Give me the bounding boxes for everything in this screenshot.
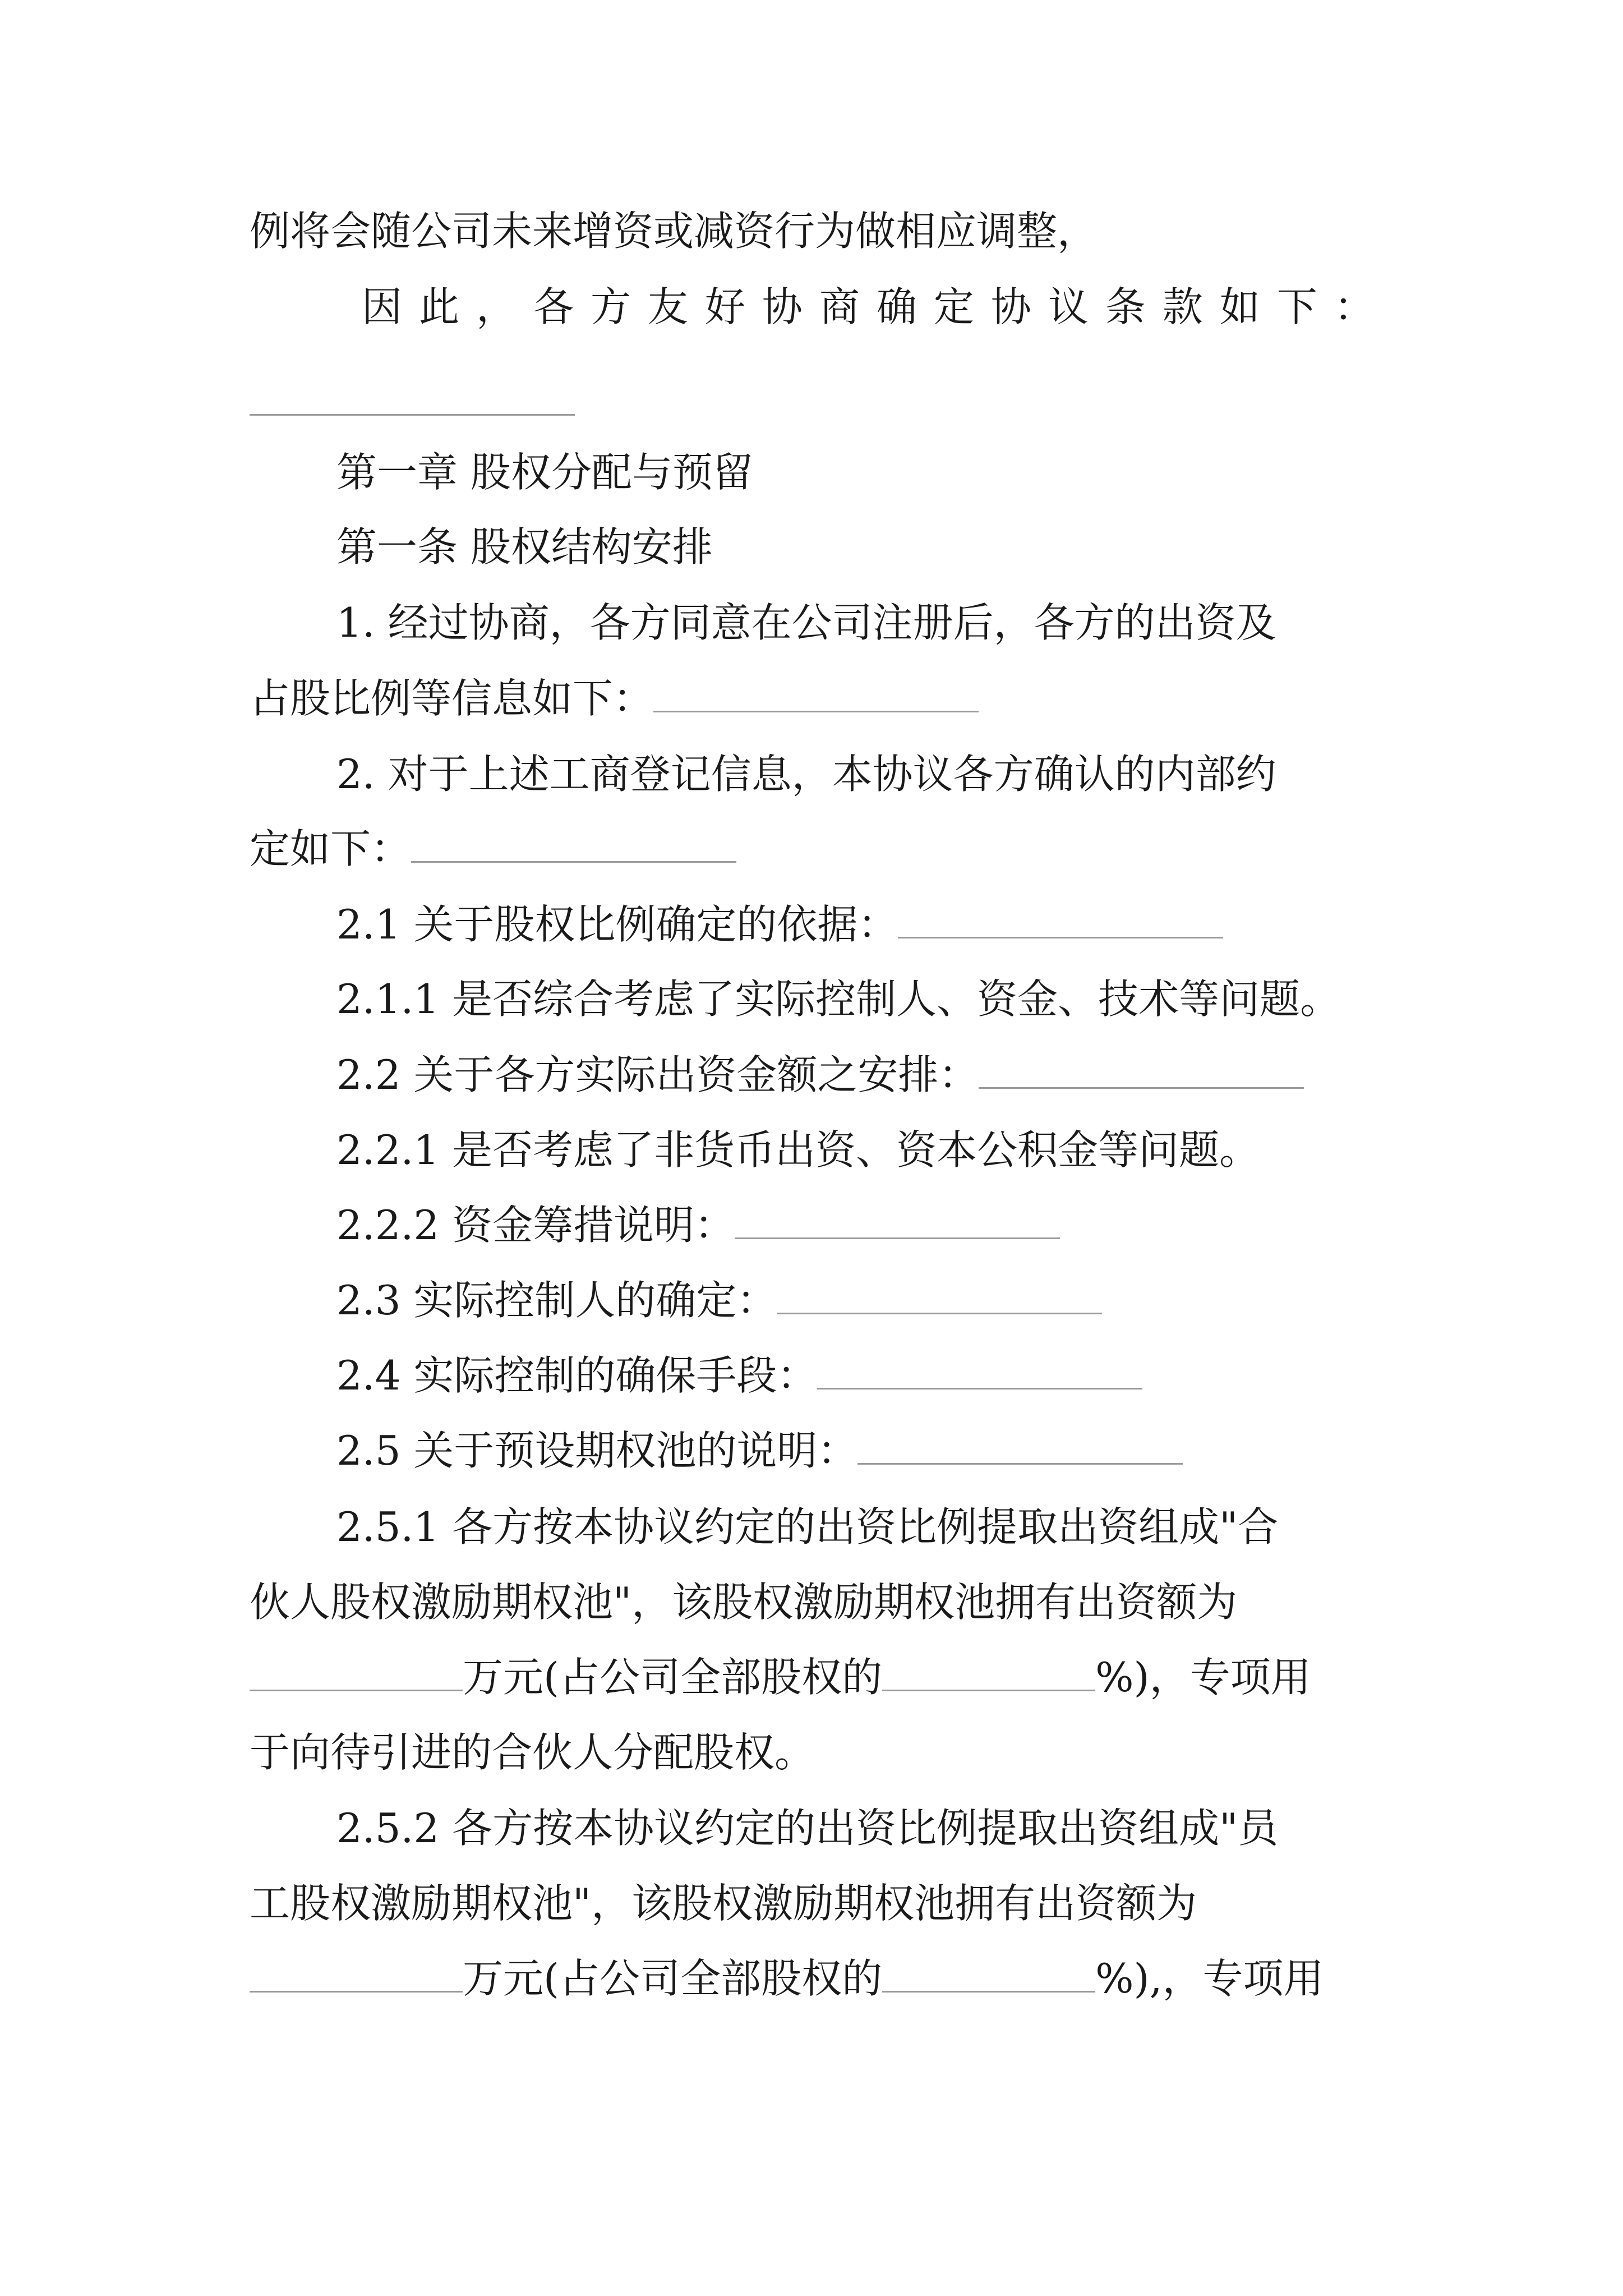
paragraph-1-line-2: 占股比例等信息如下：	[250, 670, 979, 726]
clause-2-5-1-line-2: 伙人股权激励期权池"，该股权激励期权池拥有出资额为	[250, 1579, 1238, 1626]
paragraph-1-line-1: 1. 经过协商，各方同意在公司注册后，各方的出资及	[336, 599, 1276, 646]
fill-in-blank	[411, 827, 736, 863]
clause-2-3: 2.3 实际控制人的确定：	[336, 1272, 1102, 1328]
paragraph-2-line-2: 定如下：	[250, 821, 736, 877]
conclusion-char: 协	[762, 283, 803, 330]
blank-rule	[250, 414, 575, 416]
clause-2-2-2: 2.2.2 资金筹措说明：	[336, 1197, 1060, 1253]
clause-2-1: 2.1 关于股权比例确定的依据：	[336, 896, 1223, 953]
fill-in-blank	[817, 1354, 1142, 1389]
conclusion-char: 条	[1105, 283, 1146, 330]
conclusion-char: 议	[1048, 283, 1089, 330]
conclusion-char: 方	[590, 283, 631, 330]
conclusion-char: 好	[704, 283, 745, 330]
conclusion-char: 协	[990, 283, 1031, 330]
clause-2-5-1-line-3: 万元(占公司全部股权的 %)，专项用	[250, 1649, 1311, 1705]
clause-2-4: 2.4 实际控制的确保手段：	[336, 1347, 1142, 1404]
conclusion-char: 因	[362, 283, 403, 330]
clause-2-5: 2.5 关于预设期权池的说明：	[336, 1423, 1183, 1479]
conclusion-char: 此	[418, 283, 459, 330]
clause-2-5-1-line-1: 2.5.1 各方按本协议约定的出资比例提取出资组成"合	[336, 1503, 1279, 1550]
conclusion-char: 下	[1276, 283, 1317, 330]
fill-in-blank	[882, 1957, 1095, 1993]
fill-in-blank	[898, 903, 1223, 938]
paragraph-2-line-1: 2. 对于上述工商登记信息，本协议各方确认的内部约	[336, 751, 1276, 798]
text-line: 例将会随公司未来增资或减资行为做相应调整，	[250, 208, 1098, 255]
fill-in-blank	[857, 1429, 1183, 1465]
clause-2-5-2-line-3: 万元(占公司全部股权的 %),，专项用	[250, 1950, 1324, 2007]
conclusion-char: 款	[1162, 283, 1203, 330]
conclusion-char: 定	[933, 283, 974, 330]
article-title: 第一条 股权结构安排	[336, 523, 713, 570]
conclusion-char: ，	[476, 283, 517, 330]
fill-in-blank	[882, 1656, 1095, 1691]
clause-2-5-2-line-1: 2.5.2 各方按本协议约定的出资比例提取出资组成"员	[336, 1805, 1279, 1852]
clause-2-5-2-line-2: 工股权激励期权池"，该股权激励期权池拥有出资额为	[250, 1880, 1197, 1927]
conclusion-char: 各	[533, 283, 574, 330]
conclusion-char: 商	[819, 283, 860, 330]
fill-in-blank	[777, 1279, 1102, 1314]
chapter-title: 第一章 股权分配与预留	[336, 449, 753, 496]
fill-in-blank	[250, 1957, 463, 1993]
conclusion-line	[362, 279, 1375, 335]
fill-in-blank	[735, 1204, 1060, 1239]
conclusion-char: 确	[876, 283, 917, 330]
fill-in-blank	[250, 1656, 463, 1691]
fill-in-blank	[979, 1053, 1304, 1089]
conclusion-char: ：	[1334, 283, 1375, 330]
conclusion-char: 如	[1219, 283, 1260, 330]
clause-2-5-1-line-4: 于向待引进的合伙人分配股权。	[250, 1729, 815, 1776]
clause-2-2-1: 2.2.1 是否考虑了非货币出资、资本公积金等问题。	[336, 1126, 1260, 1174]
clause-2-1-1: 2.1.1 是否综合考虑了实际控制人、资金、技术等问题。	[336, 976, 1341, 1023]
clause-2-2: 2.2 关于各方实际出资金额之安排：	[336, 1047, 1304, 1103]
fill-in-blank	[653, 677, 979, 712]
conclusion-char: 友	[647, 283, 688, 330]
